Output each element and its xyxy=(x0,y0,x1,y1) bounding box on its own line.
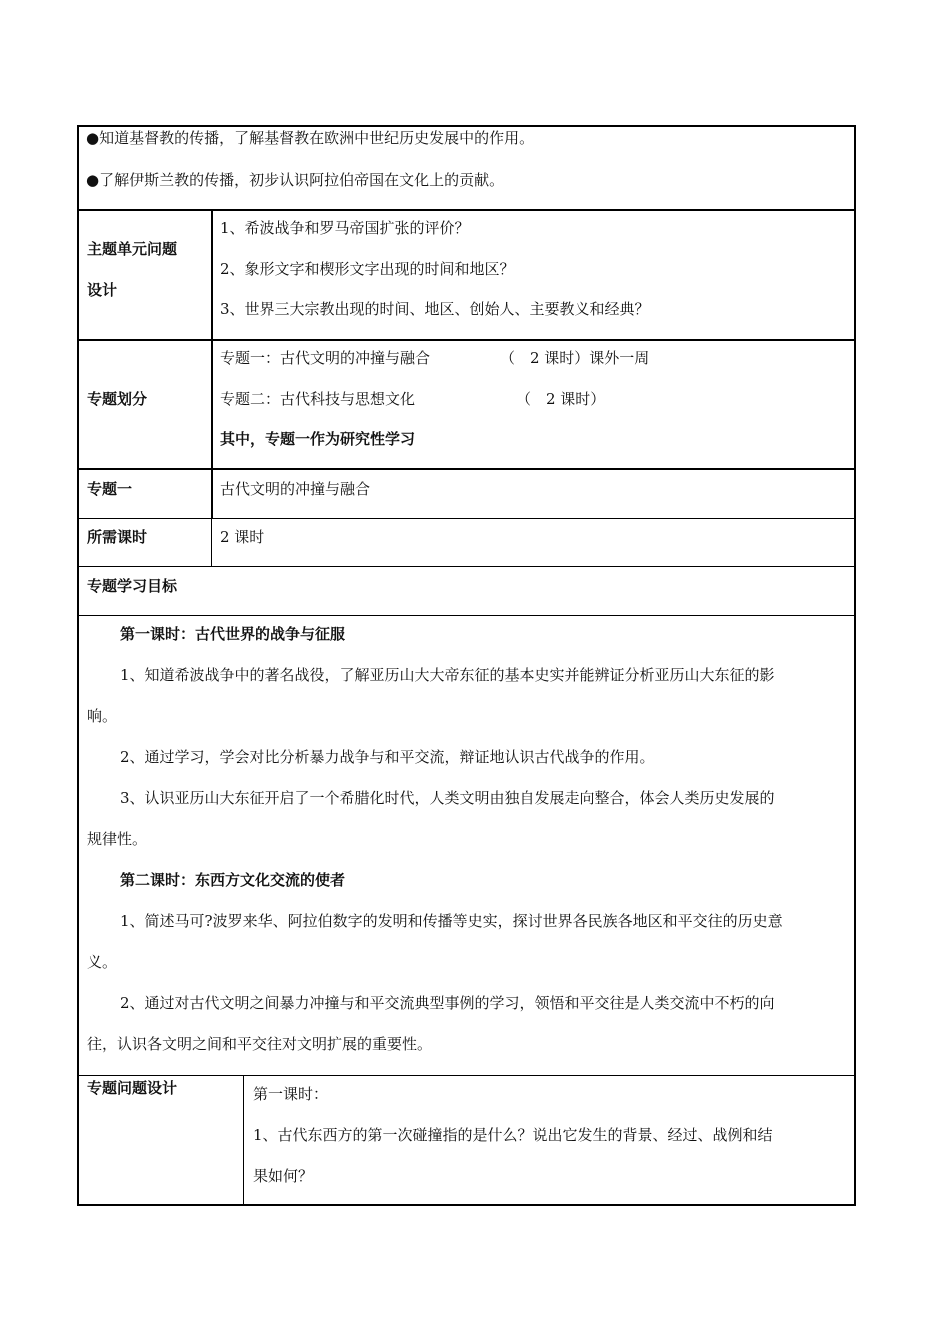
question-1b: 果如何？ xyxy=(253,1167,314,1185)
lesson1-objective-1b: 响。 xyxy=(87,707,118,725)
lesson2-objective-2a: 2、通过对古代文明之间暴力冲撞与和平交流典型事例的学习，领悟和平交往是人类交流中不朽的向 xyxy=(120,994,775,1012)
theme-question-1: 1、希波战争和罗马帝国扩张的评价？ xyxy=(220,219,470,237)
lesson1-objective-1a: 1、知道希波战争中的著名战役，了解亚历山大大帝东征的基本史实并能辨证分析亚历山大东征的影 xyxy=(120,666,775,684)
topic-division-note: 其中，专题一作为研究性学习 xyxy=(220,430,416,448)
theme-question-2: 2、象形文字和楔形文字出现的时间和地区？ xyxy=(220,260,515,278)
topic-one-value: 古代文明的冲撞与融合 xyxy=(220,480,371,498)
bullet-icon: ● xyxy=(86,171,100,189)
col-separator-a xyxy=(211,209,213,518)
row-border-4 xyxy=(77,518,856,519)
lesson1-objective-3b: 规律性。 xyxy=(87,830,148,848)
intro-line-1 xyxy=(86,128,534,148)
lesson1-objective-2: 2、通过学习，学会对比分析暴力战争与和平交流，辩证地认识古代战争的作用。 xyxy=(120,748,655,766)
question-1a: 1、古代东西方的第一次碰撞指的是什么？说出它发生的背景、经过、战例和结 xyxy=(253,1126,773,1144)
intro-line-2 xyxy=(86,170,504,190)
table-right-border xyxy=(854,125,856,1205)
topic-division-label: 专题划分 xyxy=(87,390,148,408)
row-border-5 xyxy=(77,566,856,567)
lesson1-objective-3a: 3、认识亚历山大东征开启了一个希腊化时代，人类文明由独自发展走向整合，体会人类历史发展的 xyxy=(120,789,775,807)
row-border-top xyxy=(77,125,856,127)
row-border-bottom xyxy=(77,1204,856,1206)
objectives-label: 专题学习目标 xyxy=(87,577,178,595)
theme-questions-label-2: 设计 xyxy=(87,281,118,299)
intro-text-2: 了解伊斯兰教的传播，初步认识阿拉伯帝国在文化上的贡献。 xyxy=(99,171,505,189)
row-border-1 xyxy=(77,209,856,211)
col-separator-b xyxy=(211,518,212,566)
topic-one-label: 专题一 xyxy=(87,480,133,498)
theme-questions-label-1: 主题单元问题 xyxy=(87,240,178,258)
theme-question-3: 3、世界三大宗教出现的时间、地区、创始人、主要教义和经典？ xyxy=(220,300,650,318)
table-left-border xyxy=(77,125,79,1205)
row-border-6 xyxy=(77,615,856,616)
topic1-hours: （ 2 课时）课外一周 xyxy=(500,349,650,367)
row-border-2 xyxy=(77,339,856,341)
row-border-3 xyxy=(77,468,856,470)
question-lesson-title: 第一课时： xyxy=(253,1085,329,1103)
topic2-name: 专题二：古代科技与思想文化 xyxy=(220,390,416,408)
lesson1-title: 第一课时：古代世界的战争与征服 xyxy=(120,625,346,643)
lesson2-objective-1a: 1、简述马可?波罗来华、阿拉伯数字的发明和传播等史实，探讨世界各民族各地区和平交往的历史意 xyxy=(120,912,783,930)
required-hours-value: 2 课时 xyxy=(220,528,265,546)
required-hours-label: 所需课时 xyxy=(87,528,148,546)
lesson2-objective-1b: 义。 xyxy=(87,953,118,971)
row-border-7 xyxy=(77,1075,856,1076)
question-design-label: 专题问题设计 xyxy=(87,1079,178,1097)
topic2-hours: （ 2 课时） xyxy=(516,390,606,408)
topic1-name: 专题一：古代文明的冲撞与融合 xyxy=(220,349,431,367)
intro-text-1: 知道基督教的传播，了解基督教在欧洲中世纪历史发展中的作用。 xyxy=(99,129,535,147)
bullet-icon: ● xyxy=(86,129,100,147)
lesson2-title: 第二课时：东西方文化交流的使者 xyxy=(120,871,346,889)
lesson2-objective-2b: 往，认识各文明之间和平交往对文明扩展的重要性。 xyxy=(87,1035,433,1053)
col-separator-c xyxy=(243,1075,244,1204)
